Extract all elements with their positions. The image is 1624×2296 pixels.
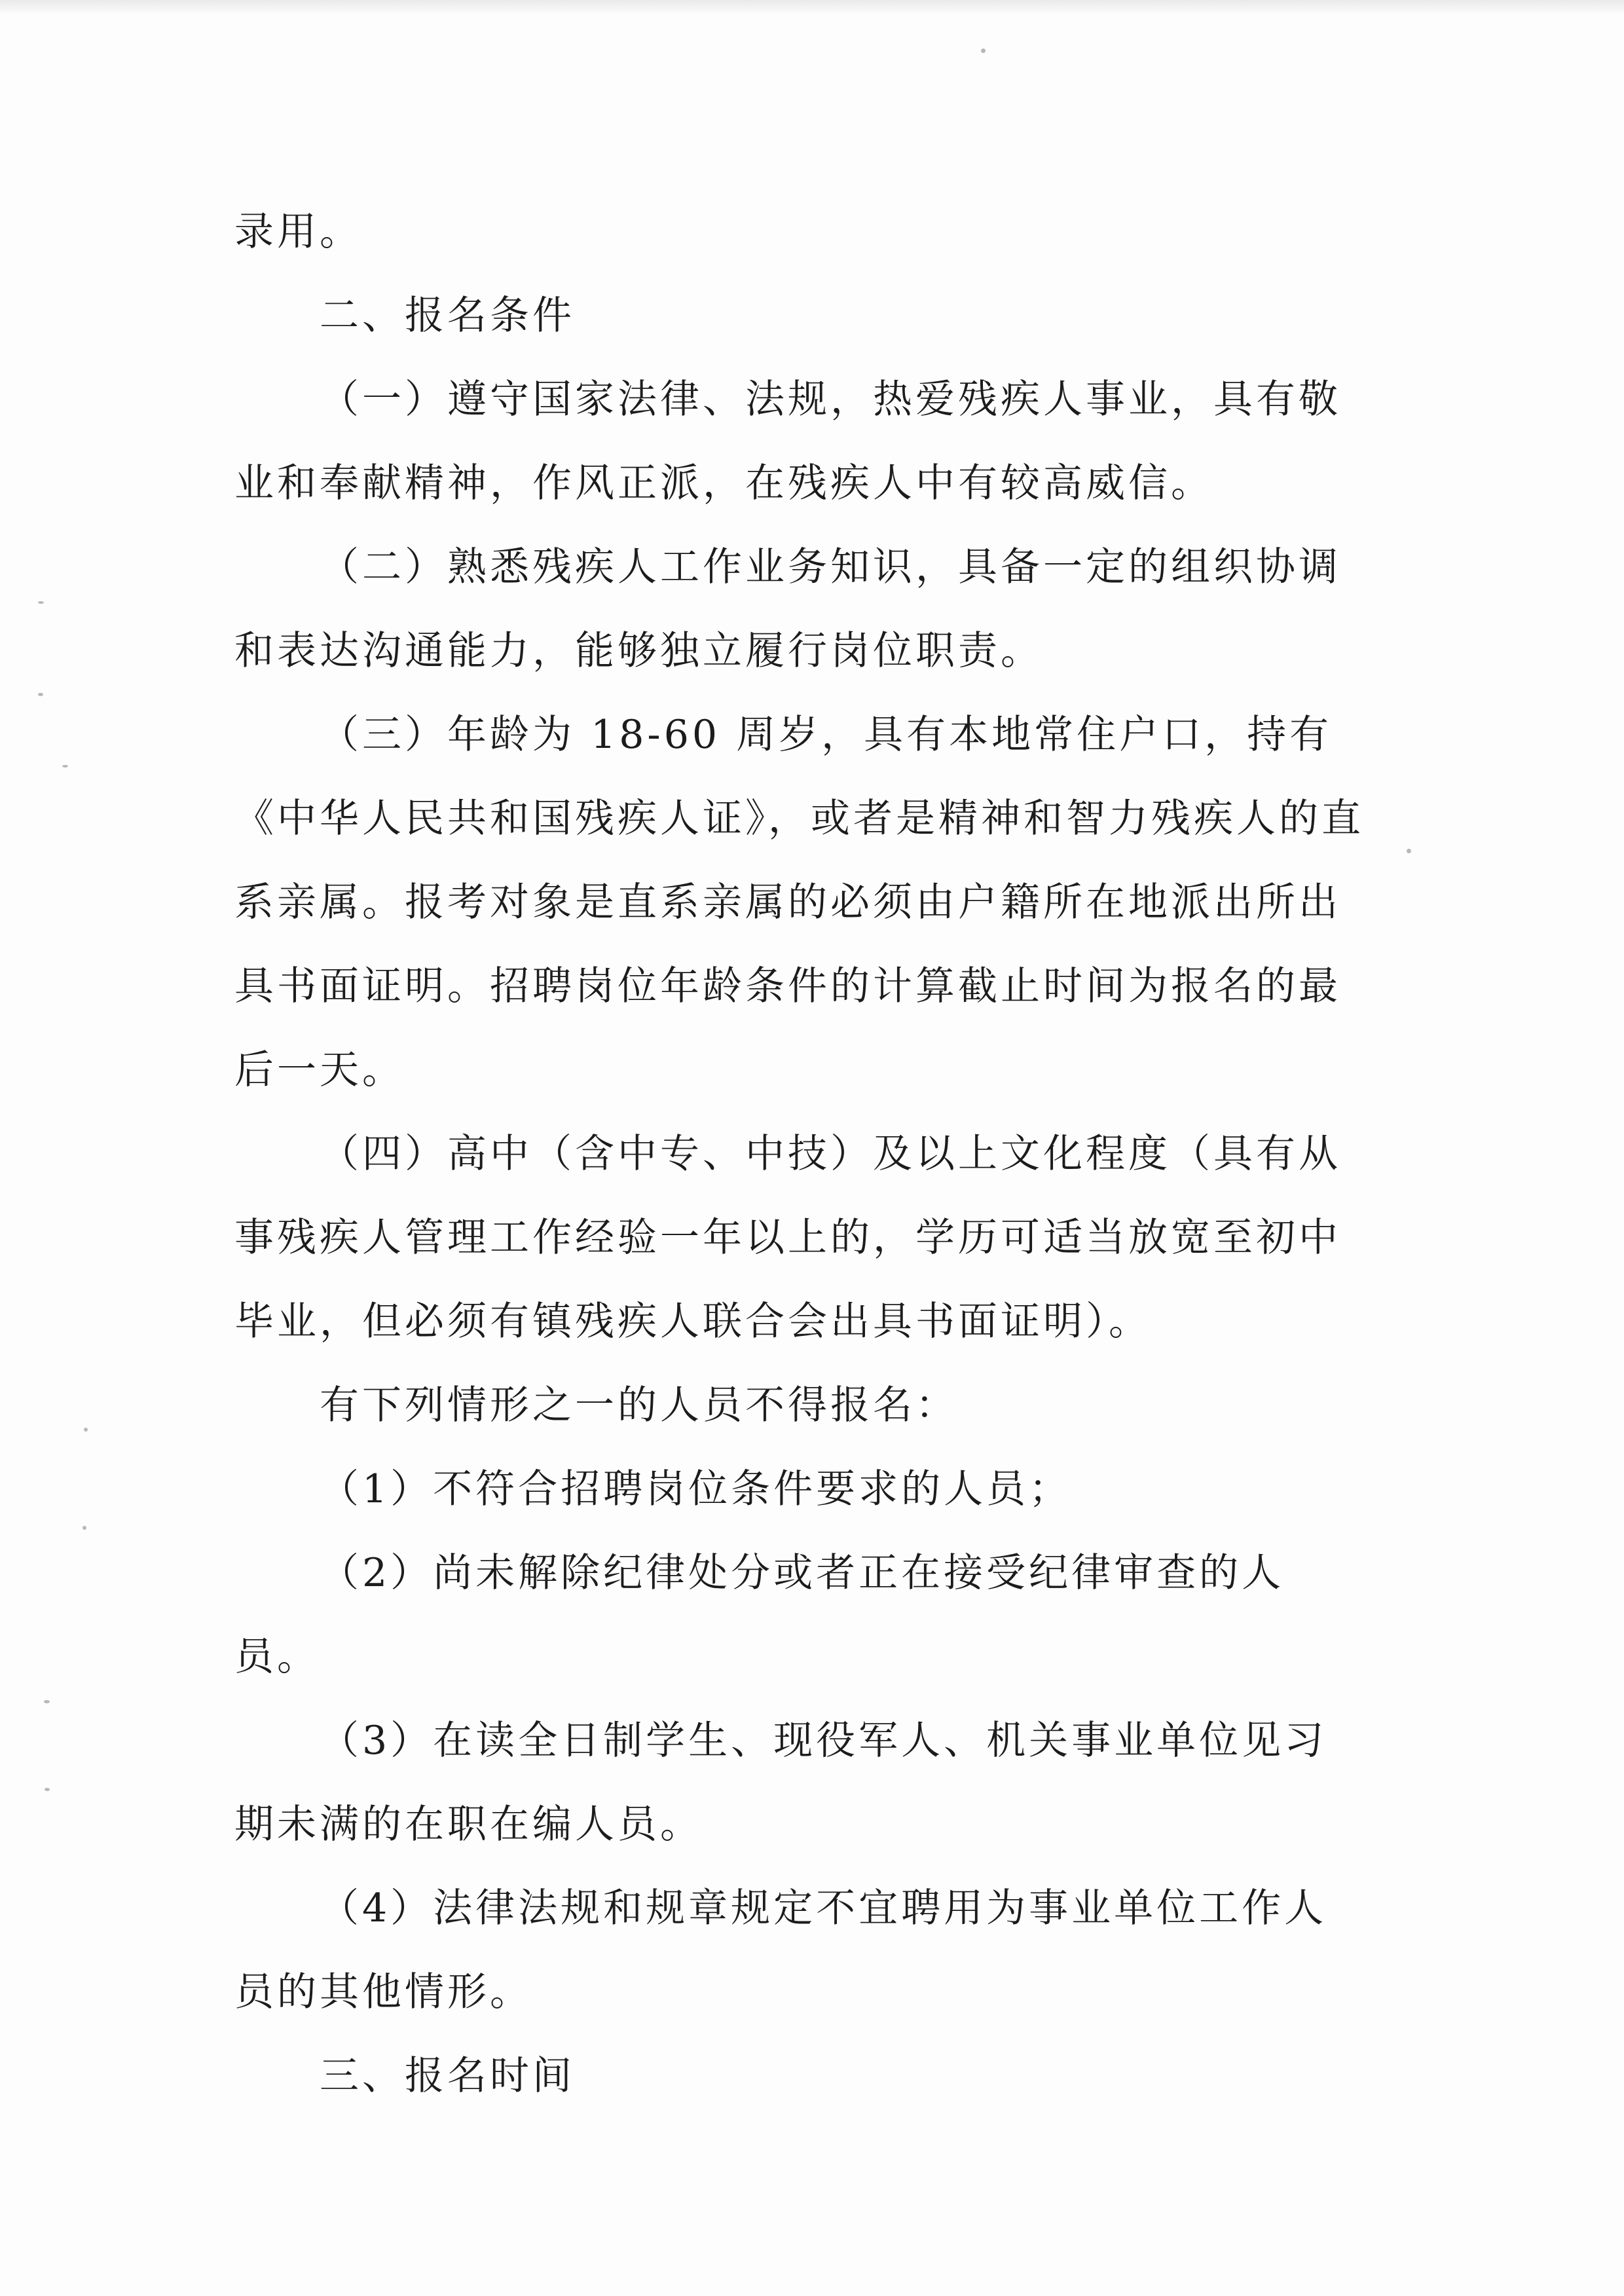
section-heading-registration-time: 三、报名时间 xyxy=(320,2053,575,2099)
exclusion-4: （4）法律法规和规章规定不宜聘用为事业单位工作人员的其他情形。 xyxy=(234,1885,1327,2015)
document-body xyxy=(234,190,1367,2118)
exclusion-2: （2）尚未解除纪律处分或者正在接受纪律审查的人员。 xyxy=(234,1550,1285,1680)
paragraph-continuation: 录用。 xyxy=(234,209,362,255)
scan-speck xyxy=(45,1788,50,1791)
requirement-3: （三）年龄为 18-60 周岁，具有本地常住户口，持有《中华人民共和国残疾人证》，或者是精神和智力残疾人的直系亲属。报考对象是直系亲属的必须由户籍所在地派出所出具书面证明。招聘岗位年龄条件的计算截止时间为报名的最后一天。 xyxy=(234,712,1364,1093)
scan-speck xyxy=(1407,849,1411,853)
scan-speck xyxy=(83,1526,86,1530)
scan-speck xyxy=(981,48,986,53)
scan-speck xyxy=(84,1428,88,1432)
scan-speck xyxy=(38,601,44,604)
exclusion-1: （1）不符合招聘岗位条件要求的人员； xyxy=(320,1466,1072,1512)
requirement-4: （四）高中（含中专、中技）及以上文化程度（具有从事残疾人管理工作经验一年以上的，学历可适当放宽至初中毕业，但必须有镇残疾人联合会出具书面证明）。 xyxy=(234,1131,1341,1344)
exclusions-intro: 有下列情形之一的人员不得报名： xyxy=(320,1382,958,1428)
scan-speck xyxy=(38,693,43,696)
exclusion-3: （3）在读全日制学生、现役军人、机关事业单位见习期未满的在职在编人员。 xyxy=(234,1718,1327,1847)
requirement-2: （二）熟悉残疾人工作业务知识，具备一定的组织协调和表达沟通能力，能够独立履行岗位职责。 xyxy=(234,544,1341,674)
section-heading-requirements: 二、报名条件 xyxy=(320,293,575,339)
scan-speck xyxy=(62,765,68,768)
scan-speck xyxy=(44,1700,50,1703)
scan-edge-shadow xyxy=(0,0,1624,14)
requirement-1: （一）遵守国家法律、法规，热爱残疾人事业，具有敬业和奉献精神，作风正派，在残疾人中有较高威信。 xyxy=(234,377,1341,506)
